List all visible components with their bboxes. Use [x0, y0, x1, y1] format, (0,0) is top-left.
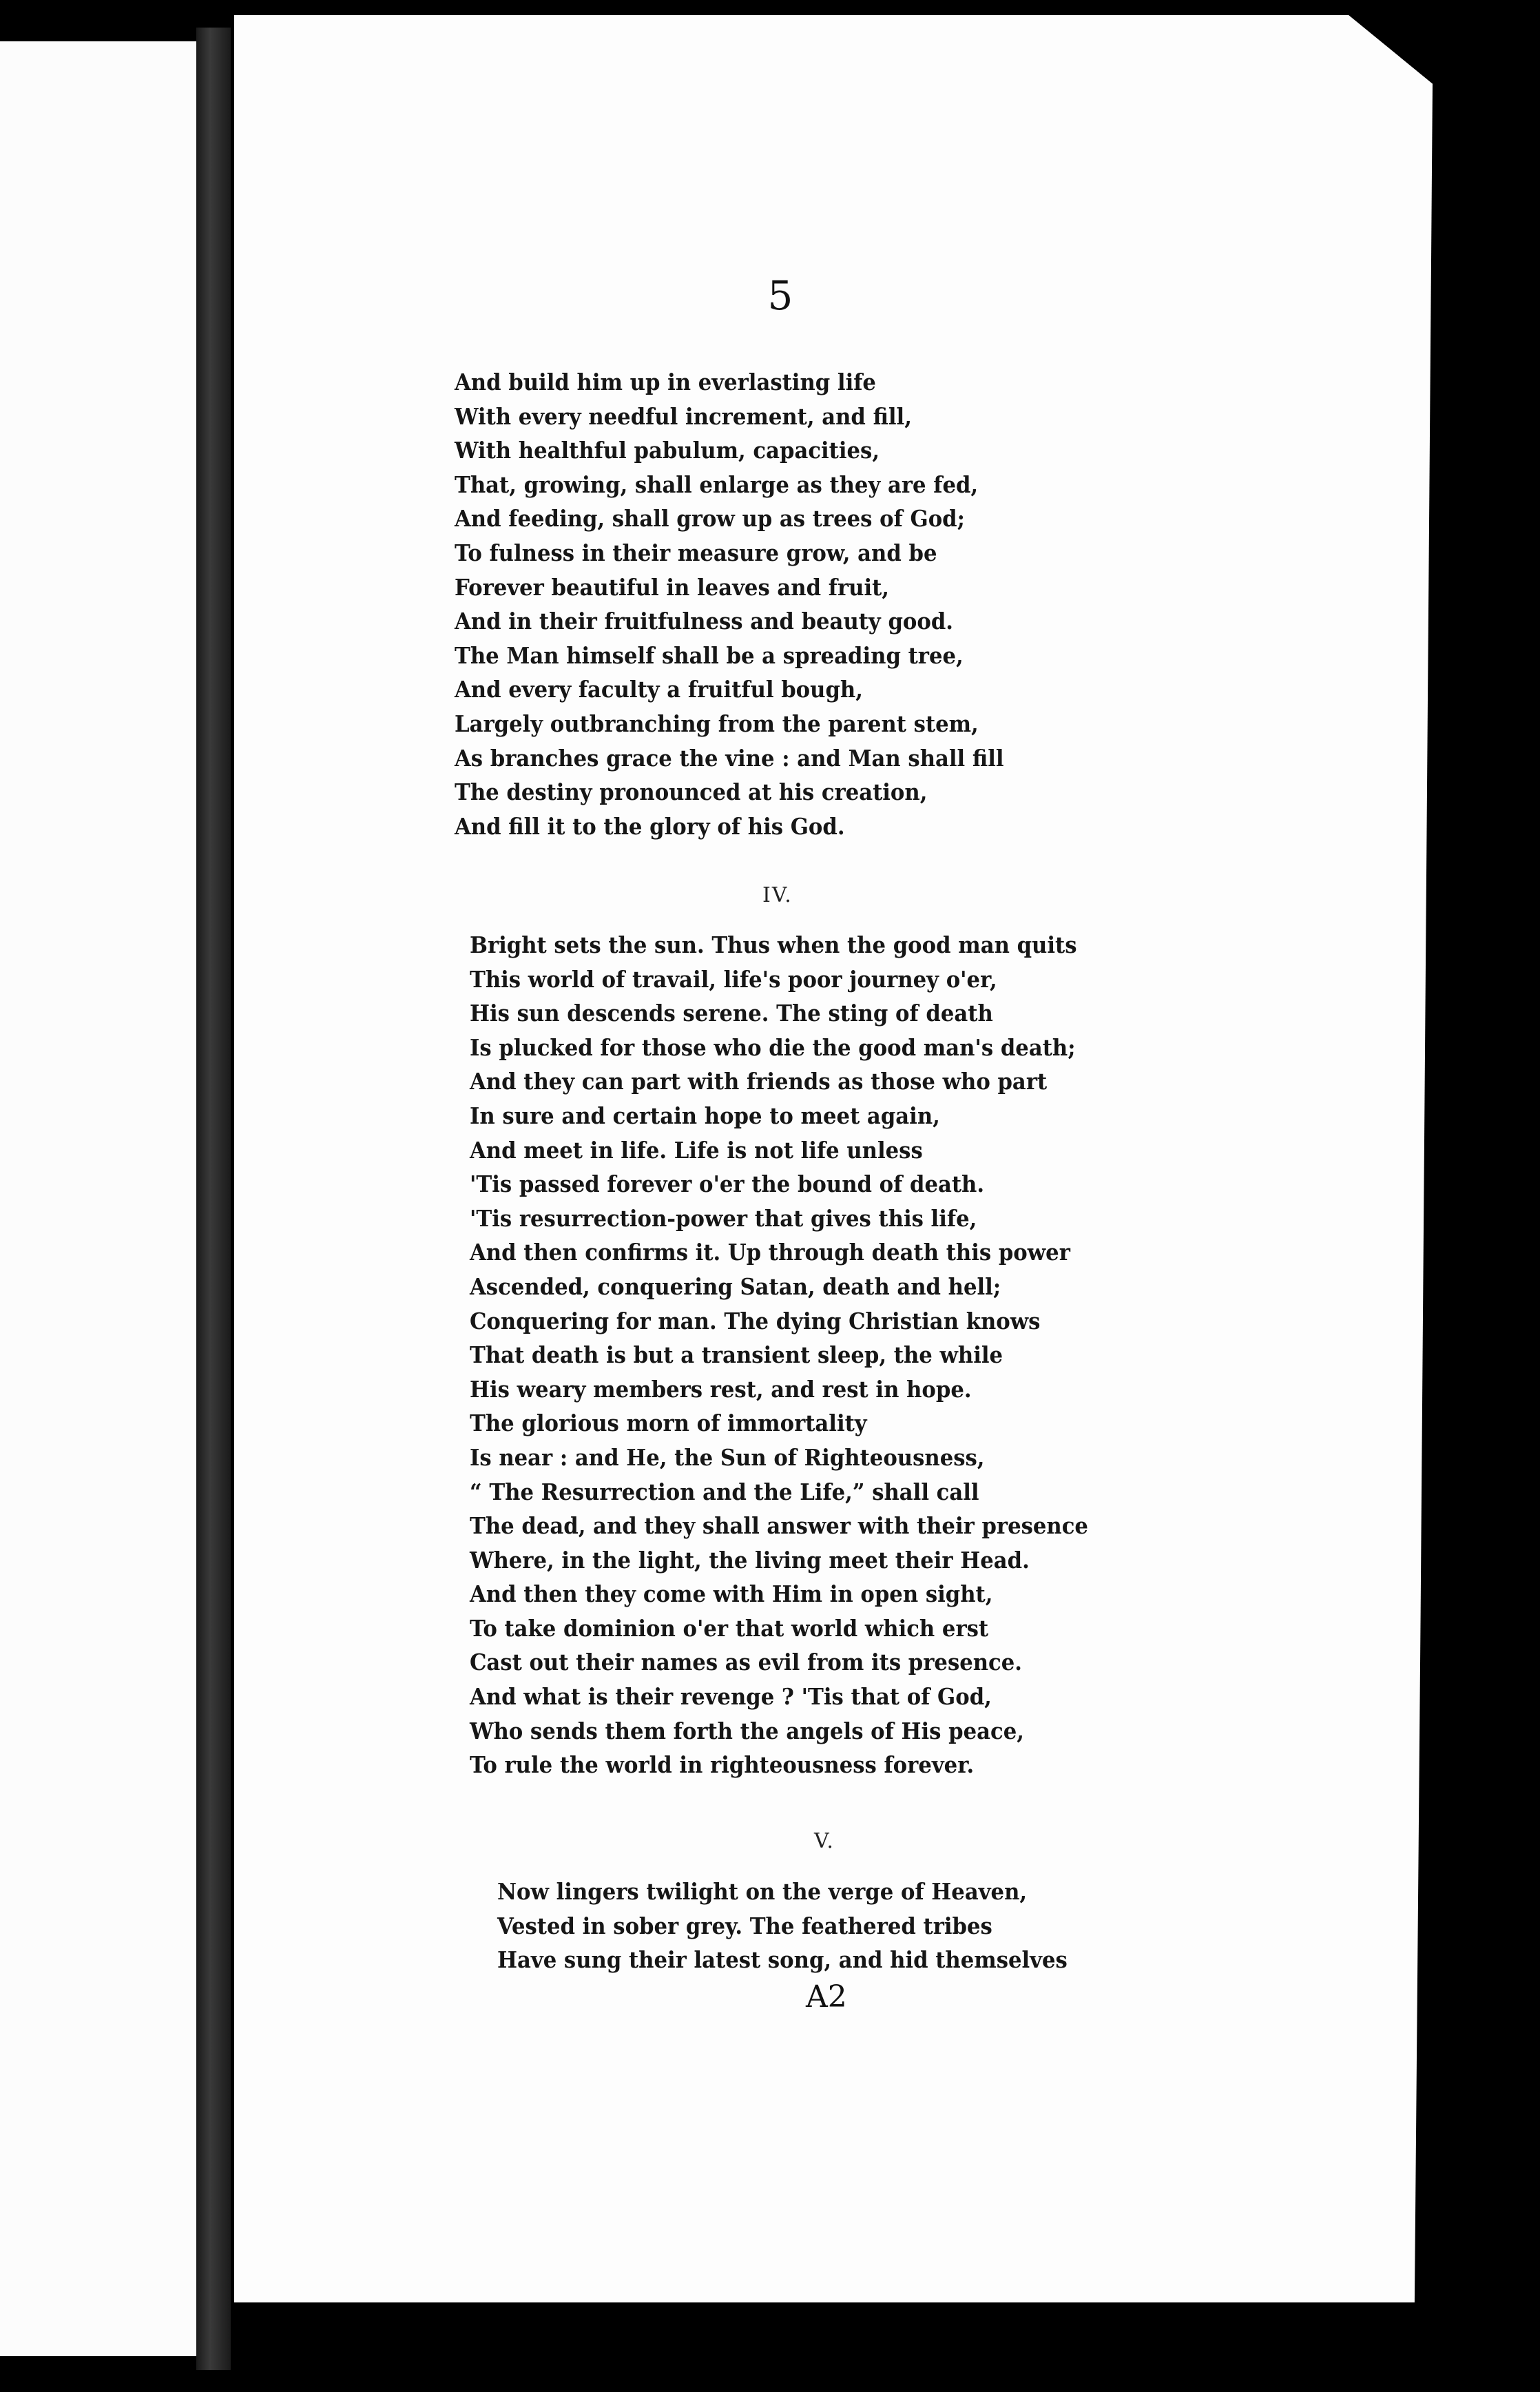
- verse-line: Cast out their names as evil from its presence.: [470, 1649, 1022, 1676]
- verse-line: Ascended, conquering Satan, death and hell;: [470, 1272, 1001, 1300]
- stanza-iv: [470, 928, 1135, 1782]
- verse-line: And every faculty a fruitful bough,: [455, 676, 863, 703]
- verse-line: The destiny pronounced at his creation,: [455, 779, 928, 806]
- verse-line: To fulness in their measure grow, and be: [455, 539, 937, 566]
- section-heading-iv: IV.: [762, 883, 793, 907]
- verse-line: And then confirms it. Up through death this power: [470, 1239, 1070, 1266]
- signature-mark: A2: [806, 1979, 847, 2014]
- verse-line: To rule the world in righteousness forever.: [470, 1751, 975, 1779]
- verse-line: 'Tis passed forever o'er the bound of death.: [470, 1171, 985, 1198]
- verse-line: Vested in sober grey. The feathered tribes: [497, 1912, 992, 1939]
- verse-line: And they can part with friends as those who part: [470, 1068, 1048, 1095]
- verse-line: His weary members rest, and rest in hope.: [470, 1375, 972, 1403]
- verse-line: “ The Resurrection and the Life,” shall call: [470, 1478, 979, 1505]
- stanza-continuation: [455, 365, 1045, 843]
- verse-line: Is near : and He, the Sun of Righteousness,: [470, 1443, 985, 1471]
- left-page-edge: [0, 41, 196, 2356]
- verse-line: And in their fruitfulness and beauty good.: [455, 608, 953, 635]
- verse-line: And meet in life. Life is not life unless: [470, 1136, 923, 1164]
- book-spine: [196, 28, 231, 2370]
- verse-line: His sun descends serene. The sting of death: [470, 1000, 993, 1027]
- verse-line: Now lingers twilight on the verge of Heaven,: [497, 1878, 1028, 1905]
- verse-line: And feeding, shall grow up as trees of God;: [455, 505, 965, 533]
- verse-line: Conquering for man. The dying Christian knows: [470, 1307, 1041, 1334]
- verse-line: And then they come with Him in open sight,: [470, 1580, 993, 1608]
- verse-line: Is plucked for those who die the good man's death;: [470, 1033, 1076, 1061]
- verse-line: Who sends them forth the angels of His peace,: [470, 1717, 1024, 1744]
- section-heading-v: V.: [814, 1829, 835, 1853]
- page-number: 5: [767, 272, 793, 319]
- verse-line: And fill it to the glory of his God.: [455, 812, 845, 840]
- verse-line: And what is their revenge ? 'Tis that of God,: [470, 1683, 992, 1711]
- verse-line: The glorious morn of immortality: [470, 1410, 867, 1437]
- verse-line: As branches grace the vine : and Man shall fill: [455, 744, 1004, 772]
- verse-line: Have sung their latest song, and hid themselves: [497, 1946, 1068, 1974]
- verse-line: That death is but a transient sleep, the while: [470, 1341, 1003, 1369]
- verse-line: Forever beautiful in leaves and fruit,: [455, 573, 889, 601]
- verse-line: 'Tis resurrection-power that gives this life,: [470, 1204, 977, 1232]
- verse-line: Bright sets the sun. Thus when the good man quits: [470, 931, 1077, 958]
- verse-line: This world of travail, life's poor journey o'er,: [470, 965, 997, 993]
- verse-line: The Man himself shall be a spreading tree,: [455, 641, 964, 669]
- verse-line: And build him up in everlasting life: [455, 369, 876, 395]
- verse-line: Where, in the light, the living meet their Head.: [470, 1546, 1030, 1574]
- verse-line: With every needful increment, and fill,: [455, 402, 912, 430]
- verse-line: That, growing, shall enlarge as they are fed,: [455, 471, 979, 498]
- verse-line: The dead, and they shall answer with their presence: [470, 1512, 1088, 1540]
- verse-line: In sure and certain hope to meet again,: [470, 1102, 940, 1129]
- verse-line: With healthful pabulum, capacities,: [455, 437, 880, 464]
- verse-line: To take dominion o'er that world which erst: [470, 1614, 989, 1642]
- stanza-v: [497, 1875, 1110, 1977]
- verse-line: Largely outbranching from the parent stem,: [455, 710, 979, 737]
